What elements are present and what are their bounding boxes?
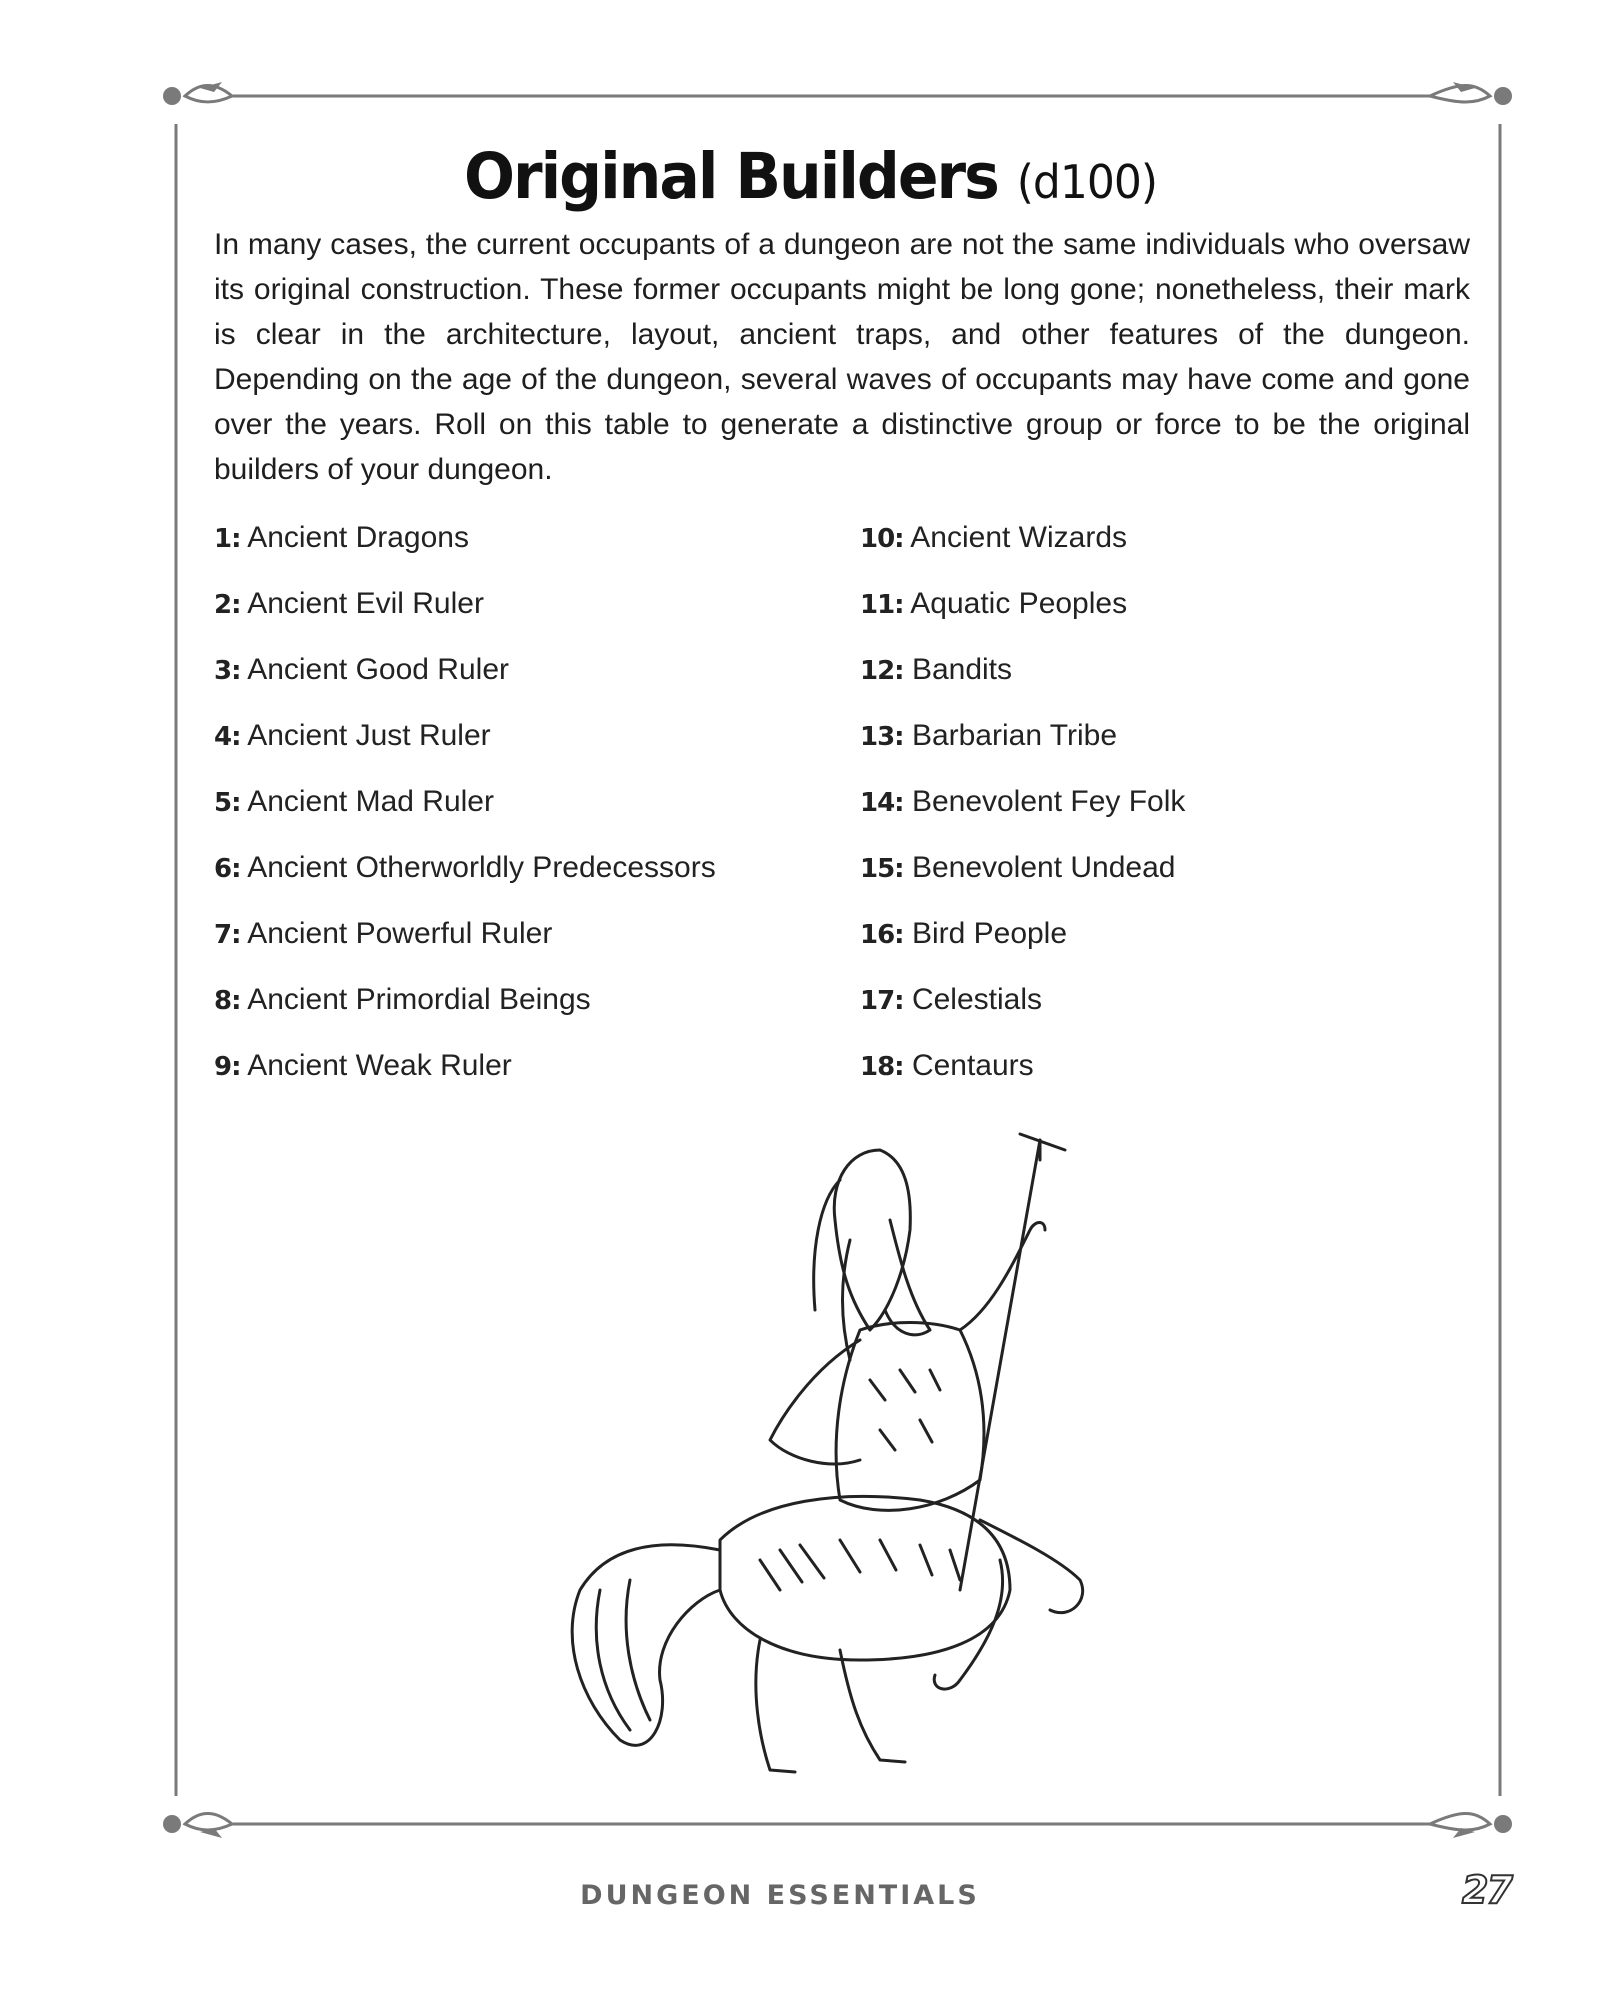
table-entry	[214, 779, 716, 845]
corner-flourish-bottom-right	[1430, 1814, 1512, 1839]
entry-text: Ancient Dragons	[247, 521, 469, 554]
entry-number: 8:	[214, 986, 241, 1016]
page-title	[0, 140, 1621, 214]
entry-number: 15:	[860, 854, 904, 884]
entry-number: 17:	[860, 986, 904, 1016]
entry-number: 2:	[214, 590, 241, 620]
entry-text: Centaurs	[911, 1049, 1034, 1082]
entry-text: Celestials	[911, 983, 1042, 1016]
table-entry	[214, 1043, 716, 1109]
entry-text: Bird People	[911, 917, 1068, 950]
centaur-illustration	[540, 1120, 1120, 1780]
entry-text: Ancient Weak Ruler	[247, 1049, 512, 1082]
table-entry	[214, 977, 716, 1043]
entry-text: Bandits	[911, 653, 1013, 686]
table-entry	[860, 779, 1185, 845]
entry-number: 10:	[860, 524, 904, 554]
entry-text: Ancient Mad Ruler	[247, 785, 494, 818]
table-entry	[860, 977, 1185, 1043]
table-entry	[860, 911, 1185, 977]
corner-flourish-top-right	[1430, 82, 1512, 105]
entry-number: 1:	[214, 524, 241, 554]
entry-number: 12:	[860, 656, 904, 686]
entry-number: 6:	[214, 854, 241, 884]
table-entry	[860, 647, 1185, 713]
entry-text: Ancient Primordial Beings	[247, 983, 591, 1016]
intro-paragraph: In many cases, the current occupants of a dungeon are not the same individuals who oversaw its original construction. These former occupants might be long gone; nonetheless, their mark is clear in the architecture, layout, ancient traps, and other features of the dungeon. Depending on the age of the dungeon, several waves of occupants may have come and gone over the years. Roll on this table to generate a distinctive group or force to be the original builders of your dungeon.	[214, 228, 1470, 486]
table-column-left	[214, 515, 716, 1109]
table-entry	[860, 845, 1185, 911]
entry-text: Benevolent Undead	[911, 851, 1176, 884]
table-entry	[860, 713, 1185, 779]
entry-text: Aquatic Peoples	[910, 587, 1128, 620]
entry-number: 18:	[860, 1052, 904, 1082]
page-number: 27	[1462, 1868, 1511, 1912]
entry-number: 7:	[214, 920, 241, 950]
table-entry	[214, 515, 716, 581]
table-column-right	[860, 515, 1185, 1109]
table-entry	[214, 581, 716, 647]
entry-number: 13:	[860, 722, 904, 752]
table-entry	[214, 647, 716, 713]
entry-text: Ancient Powerful Ruler	[247, 917, 553, 950]
entry-text: Benevolent Fey Folk	[911, 785, 1186, 818]
corner-flourish-bottom-left	[163, 1814, 232, 1839]
table-entry	[860, 581, 1185, 647]
entry-number: 16:	[860, 920, 904, 950]
corner-flourish-top-left	[163, 82, 232, 105]
entry-text: Barbarian Tribe	[911, 719, 1118, 752]
entry-number: 3:	[214, 656, 241, 686]
entry-number: 9:	[214, 1052, 241, 1082]
table-entry	[860, 515, 1185, 581]
entry-text: Ancient Good Ruler	[247, 653, 509, 686]
entry-number: 4:	[214, 722, 241, 752]
footer-book-title: DUNGEON ESSENTIALS	[580, 1880, 980, 1911]
table-entry	[214, 713, 716, 779]
entry-number: 5:	[214, 788, 241, 818]
entry-number: 14:	[860, 788, 904, 818]
entry-number: 11:	[860, 590, 904, 620]
title-main: Original Builders	[463, 140, 998, 214]
table-entry	[214, 845, 716, 911]
table-entry	[214, 911, 716, 977]
entry-text: Ancient Wizards	[910, 521, 1128, 554]
entry-text: Ancient Otherworldly Predecessors	[247, 851, 716, 884]
title-die: (d100)	[1016, 156, 1157, 210]
entry-text: Ancient Just Ruler	[247, 719, 491, 752]
table-entry	[860, 1043, 1185, 1109]
entry-text: Ancient Evil Ruler	[247, 587, 484, 620]
